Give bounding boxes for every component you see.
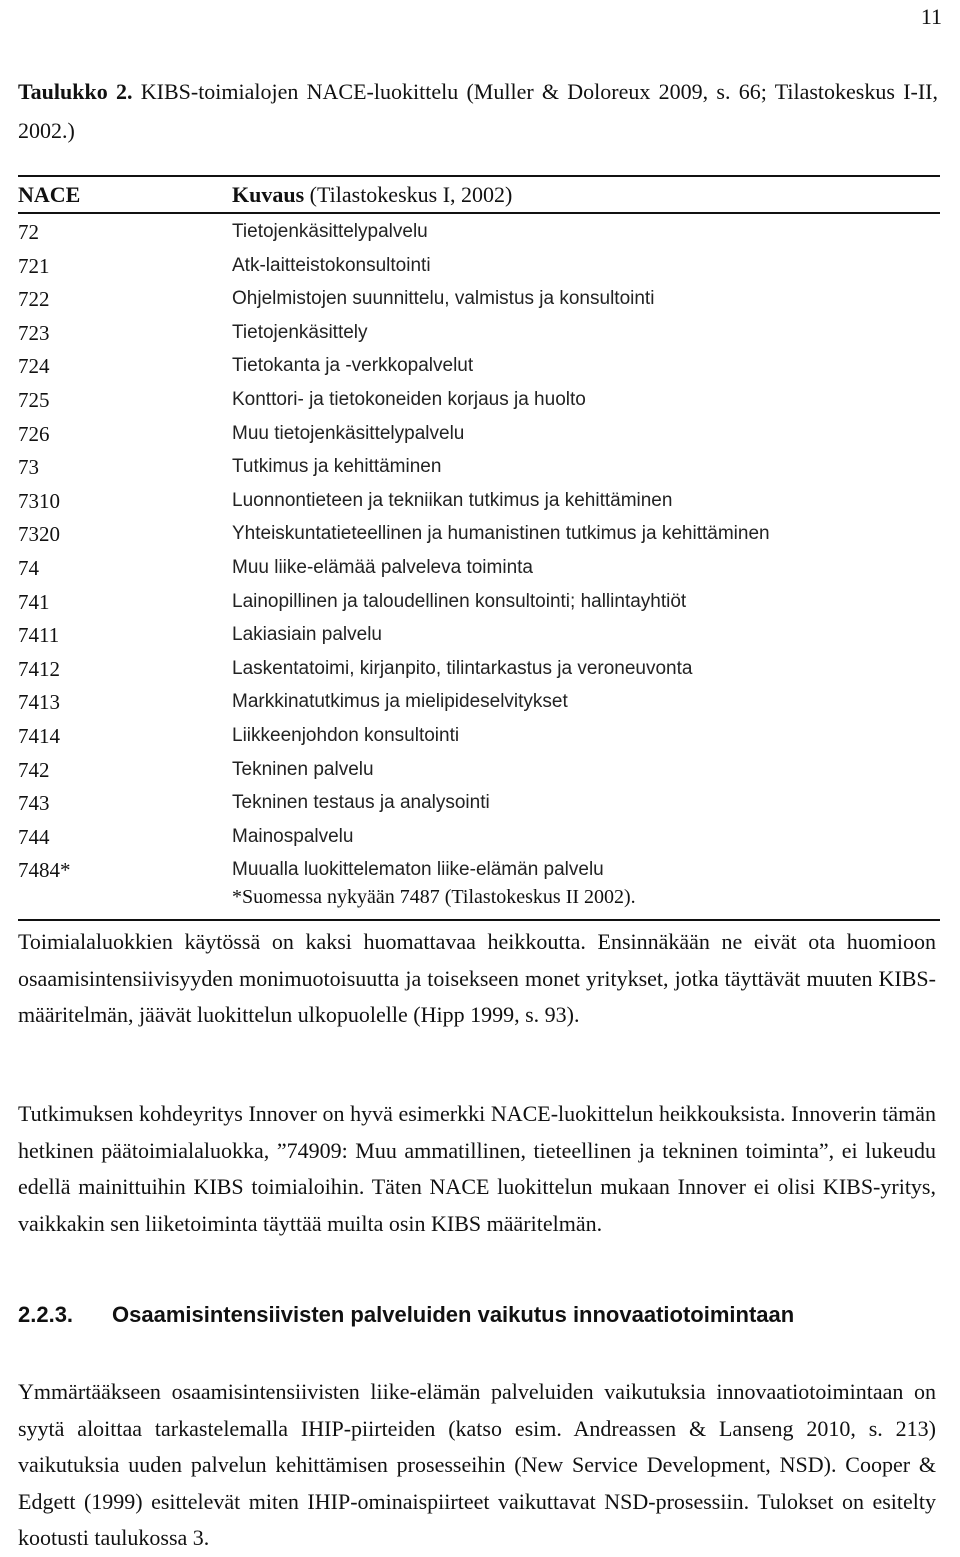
row-description: Atk-laitteistokonsultointi <box>232 254 431 276</box>
row-code: 72 <box>18 220 39 244</box>
table-header <box>18 177 940 211</box>
row-code: 7413 <box>18 690 60 715</box>
paragraph-3: Ymmärtääkseen osaamisintensiivisten liike-elämän palveluiden vaikutuksia innovaatiotoimintaan on syytä aloittaa tarkastelemalla IHIP-piirteiden (katso esim. Andreassen & Lanseng 2010, s. 213) vaikutuksia uuden palvelun kehittämisen prosesseihin (New Service Development, NSD). Cooper & Edgett (1999) esittelevät miten IHIP-ominaispiirteet vaikuttavat NSD-prosessiin. Tulokset on esitelty kootusti taulukossa 3. <box>18 1379 936 1550</box>
row-code: 7412 <box>18 656 60 681</box>
row-code: 726 <box>18 421 50 446</box>
row-description: Liikkeenjohdon konsultointi <box>232 725 460 746</box>
row-code: 742 <box>18 757 50 782</box>
header-desc-bold: Kuvaus <box>232 182 305 207</box>
row-code: 7484* <box>18 858 71 883</box>
row-description: Luonnontieteen ja tekniikan tutkimus ja kehittäminen <box>232 489 673 511</box>
table-header-rule <box>18 212 940 214</box>
table-row <box>18 249 940 283</box>
table-row <box>18 618 940 652</box>
row-description: Muualla luokittelematon liike-elämän palvelu <box>232 859 604 881</box>
table-row <box>18 215 940 249</box>
table-footnote: *Suomessa nykyään 7487 (Tilastokeskus II 2002). <box>232 886 636 908</box>
paragraph-1: Toimialaluokkien käytössä on kaksi huomattavaa heikkoutta. Ensinnäkään ne eivät ota huomioon osaamisintensiivisyyden monimuotoisuutta ja toisekseen monet yritykset, jotka täyttävät muuten KIBS-määritelmän, jäävät luokittelun ulkopuolelle (Hipp 1999, s. 93). <box>18 929 936 1027</box>
row-code: 741 <box>18 589 50 614</box>
row-description: Tutkimus ja kehittäminen <box>232 456 442 478</box>
table-row <box>18 820 940 854</box>
row-code: 724 <box>18 354 50 379</box>
table-row <box>18 786 940 820</box>
row-description: Mainospalvelu <box>232 825 354 847</box>
table-row <box>18 417 940 451</box>
table-row <box>18 585 940 619</box>
row-description: Tietojenkäsittely <box>232 321 368 343</box>
table-row <box>18 753 940 787</box>
row-description: Markkinatutkimus ja mielipideselvitykset <box>232 691 568 713</box>
row-description: Tekninen palvelu <box>232 758 374 780</box>
row-description: Muu tietojenkäsittelypalvelu <box>232 422 465 444</box>
table-row <box>18 652 940 686</box>
row-description: Konttori- ja tietokoneiden korjaus ja huolto <box>232 389 586 410</box>
row-description: Yhteiskuntatieteellinen ja humanistinen tutkimus ja kehittäminen <box>232 523 770 545</box>
row-code: 7411 <box>18 623 60 648</box>
header-description <box>232 177 512 212</box>
header-desc-rest: (Tilastokeskus I, 2002) <box>304 182 513 207</box>
table-row <box>18 685 940 719</box>
section-title: Osaamisintensiivisten palveluiden vaikutus innovaatiotoimintaan <box>112 1302 795 1327</box>
row-code: 743 <box>18 791 50 816</box>
row-code: 7414 <box>18 724 60 748</box>
table-row <box>18 484 940 518</box>
row-code: 725 <box>18 388 50 412</box>
row-description: Lakiasiain palvelu <box>232 624 382 646</box>
caption-text: KIBS-toimialojen NACE-luokittelu (Muller & Doloreux 2009, s. 66; Tilastokeskus I-II, 2002.) <box>18 79 938 143</box>
table-row <box>18 316 940 350</box>
row-code: 721 <box>18 253 50 278</box>
row-description: Muu liike-elämää palveleva toiminta <box>232 557 533 578</box>
page-number: 11 <box>920 4 942 29</box>
row-description: Laskentatoimi, kirjanpito, tilintarkastus ja veroneuvonta <box>232 657 693 679</box>
table-bottom-rule <box>18 919 940 921</box>
row-code: 7310 <box>18 488 60 513</box>
paragraph-2: Tutkimuksen kohdeyritys Innover on hyvä esimerkki NACE-luokittelun heikkouksista. Innoverin tämän hetkinen päätoimialaluokka, ”74909: Muu ammatillinen, tieteellinen ja tekninen toiminta”, ei lukeudu edellä mainittuihin KIBS toimialoihin. Täten NACE luokittelun mukaan Innover ei olisi KIBS-yritys, vaikkakin sen liiketoiminta täyttää muilta osin KIBS määritelmän. <box>18 1101 936 1236</box>
section-heading <box>18 1302 938 1328</box>
caption-label: Taulukko 2. <box>18 79 133 104</box>
row-description: Tietokanta ja -verkkopalvelut <box>232 355 474 377</box>
table-row <box>18 551 940 585</box>
table-row <box>18 282 940 316</box>
row-description: Lainopillinen ja taloudellinen konsultointi; hallintayhtiöt <box>232 590 687 612</box>
row-code: 744 <box>18 824 50 849</box>
row-code: 74 <box>18 556 39 580</box>
table-row <box>18 349 940 383</box>
table-row <box>18 383 940 417</box>
row-description: Ohjelmistojen suunnittelu, valmistus ja konsultointi <box>232 288 655 310</box>
header-nace: NACE <box>18 182 81 207</box>
table-row <box>18 450 940 484</box>
row-code: 7320 <box>18 522 60 547</box>
row-code: 73 <box>18 455 39 480</box>
section-number: 2.2.3. <box>18 1302 74 1327</box>
row-description: Tekninen testaus ja analysointi <box>232 792 490 814</box>
table-row <box>18 853 940 887</box>
table-row <box>18 719 940 753</box>
table-caption <box>18 72 938 150</box>
row-code: 722 <box>18 287 50 312</box>
row-description: Tietojenkäsittelypalvelu <box>232 221 428 242</box>
table-row <box>18 517 940 551</box>
row-code: 723 <box>18 320 50 345</box>
